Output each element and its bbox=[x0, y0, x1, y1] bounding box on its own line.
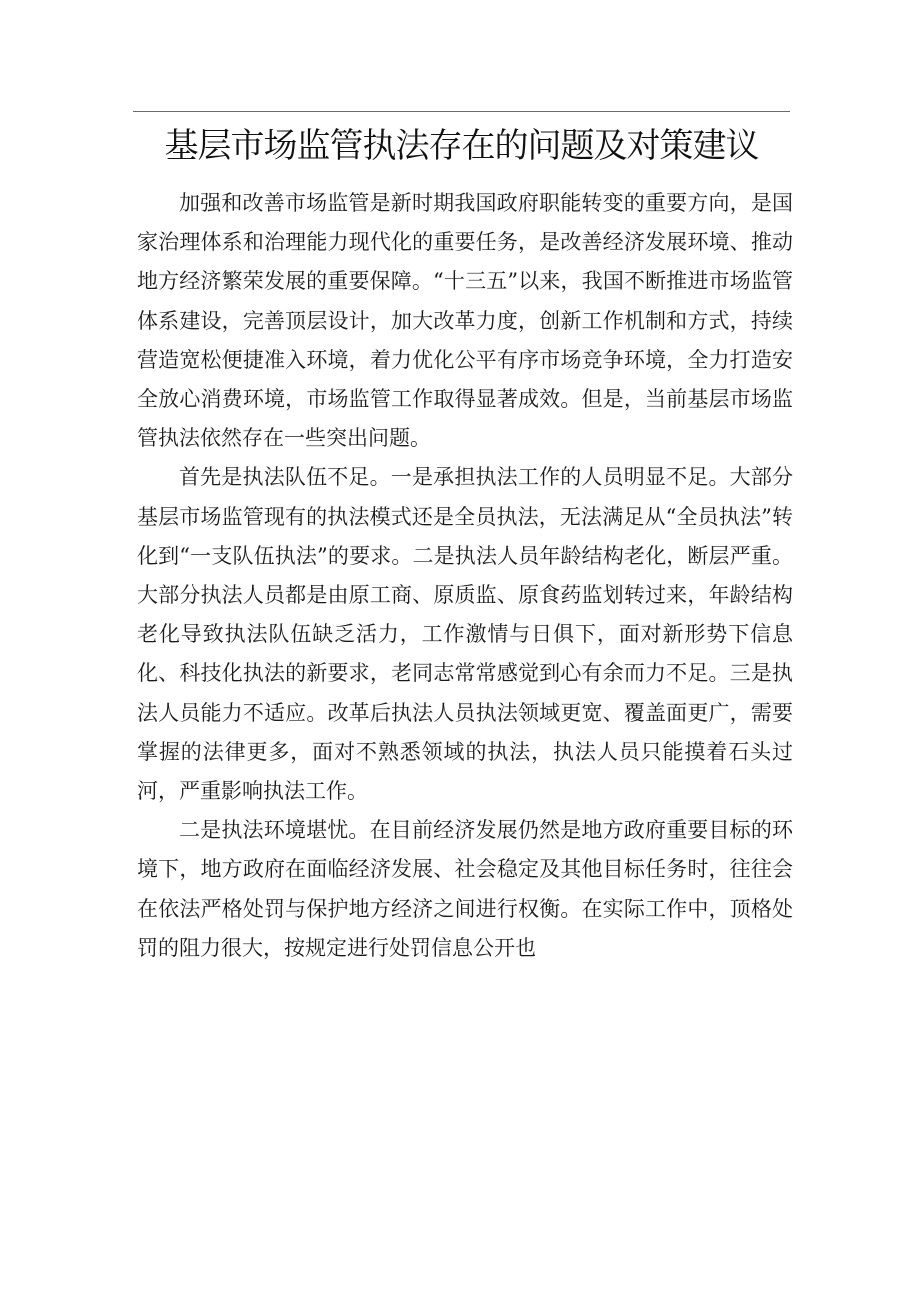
header-rule bbox=[133, 111, 790, 112]
document-body bbox=[137, 184, 793, 968]
paragraph-enforcement-team: 首先是执法队伍不足。一是承担执法工作的人员明显不足。大部分基层市场监管现有的执法模式还是全员执法，无法满足从“全员执法”转化到“一支队伍执法”的要求。二是执法人员年龄结构老化，断层严重。大部分执法人员都是由原工商、原质监、原食药监划转过来，年龄结构老化导致执法队伍缺乏活力，工作激情与日俱下，面对新形势下信息化、科技化执法的新要求，老同志常常感觉到心有余而力不足。三是执法人员能力不适应。改革后执法人员执法领域更宽、覆盖面更广，需要掌握的法律更多，面对不熟悉领域的执法，执法人员只能摸着石头过河，严重影响执法工作。 bbox=[137, 465, 793, 804]
document-title: 基层市场监管执法存在的问题及对策建议 bbox=[164, 126, 759, 166]
paragraph-intro: 加强和改善市场监管是新时期我国政府职能转变的重要方向，是国家治理体系和治理能力现代化的重要任务，是改善经济发展环境、推动地方经济繁荣发展的重要保障。“十三五”以来，我国不断推进市场监管体系建设，完善顶层设计，加大改革力度，创新工作机制和方式，持续营造宽松便捷准入环境，着力优化公平有序市场竞争环境，全力打造安全放心消费环境，市场监管工作取得显著成效。但是，当前基层市场监管执法依然存在一些突出问题。 bbox=[137, 191, 793, 451]
paragraph-enforcement-environment: 二是执法环境堪忧。在目前经济发展仍然是地方政府重要目标的环境下，地方政府在面临经济发展、社会稳定及其他目标任务时，往往会在依法严格处罚与保护地方经济之间进行权衡。在实际工作中，顶格处罚的阻力很大，按规定进行处罚信息公开也 bbox=[137, 818, 793, 960]
